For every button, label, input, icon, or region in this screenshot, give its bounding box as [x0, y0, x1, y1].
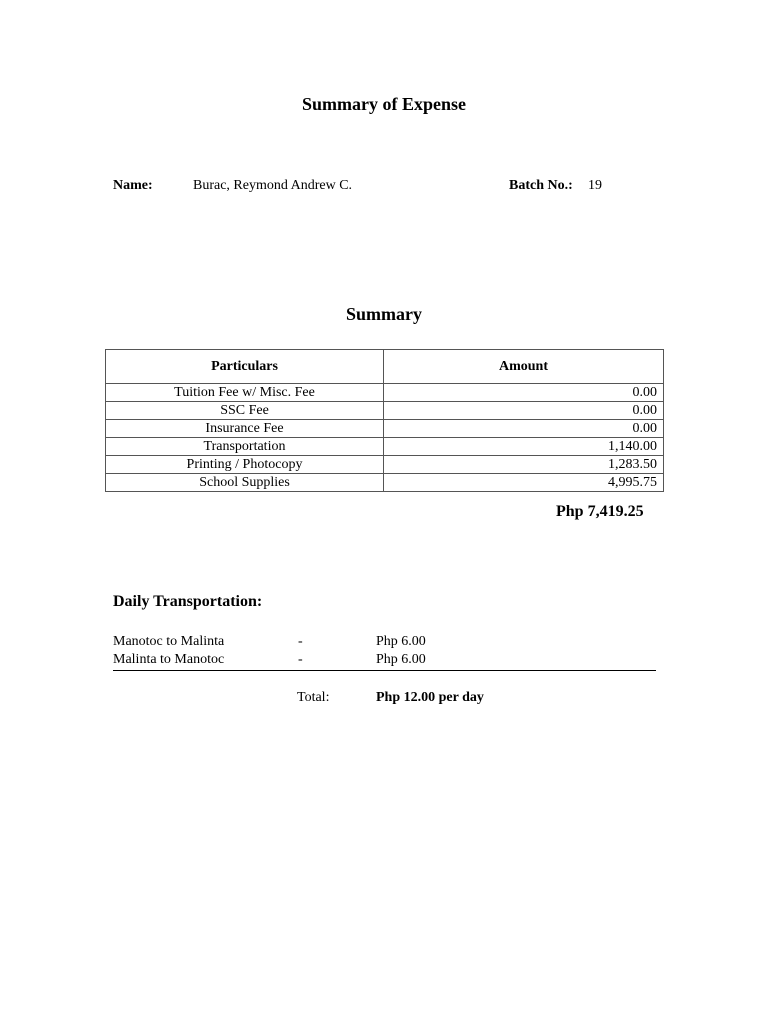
particular-cell: Insurance Fee	[106, 420, 384, 438]
daily-total-label: Total:	[297, 690, 330, 705]
name-value: Burac, Reymond Andrew C.	[193, 178, 353, 193]
table-row	[106, 420, 664, 438]
amount-cell: 0.00	[384, 420, 664, 438]
daily-transportation-heading: Daily Transportation:	[113, 593, 263, 610]
amount-cell: 1,283.50	[384, 456, 664, 474]
route-dash: -	[298, 652, 303, 667]
particular-cell: Printing / Photocopy	[106, 456, 384, 474]
particular-cell: SSC Fee	[106, 402, 384, 420]
summary-total: Php 7,419.25	[556, 503, 644, 520]
route-name: Malinta to Manotoc	[113, 652, 225, 667]
batch-value: 19	[588, 178, 602, 193]
column-header-amount: Amount	[384, 350, 664, 384]
table-row	[106, 402, 664, 420]
divider-line	[113, 670, 656, 671]
summary-table	[105, 349, 664, 492]
daily-total-value: Php 12.00 per day	[376, 690, 484, 705]
particular-cell: Transportation	[106, 438, 384, 456]
table-row	[106, 438, 664, 456]
table-header-row	[106, 350, 664, 384]
route-name: Manotoc to Malinta	[113, 634, 225, 649]
route-fare: Php 6.00	[376, 634, 426, 649]
route-dash: -	[298, 634, 303, 649]
amount-cell: 0.00	[384, 402, 664, 420]
amount-cell: 0.00	[384, 384, 664, 402]
amount-cell: 4,995.75	[384, 474, 664, 492]
batch-label: Batch No.:	[509, 178, 573, 193]
name-label: Name:	[113, 178, 153, 193]
column-header-particulars: Particulars	[106, 350, 384, 384]
particular-cell: School Supplies	[106, 474, 384, 492]
particular-cell: Tuition Fee w/ Misc. Fee	[106, 384, 384, 402]
document-title: Summary of Expense	[301, 94, 466, 114]
table-row	[106, 456, 664, 474]
amount-cell: 1,140.00	[384, 438, 664, 456]
table-row	[106, 384, 664, 402]
table-row	[106, 474, 664, 492]
summary-heading: Summary	[346, 304, 422, 324]
route-fare: Php 6.00	[376, 652, 426, 667]
